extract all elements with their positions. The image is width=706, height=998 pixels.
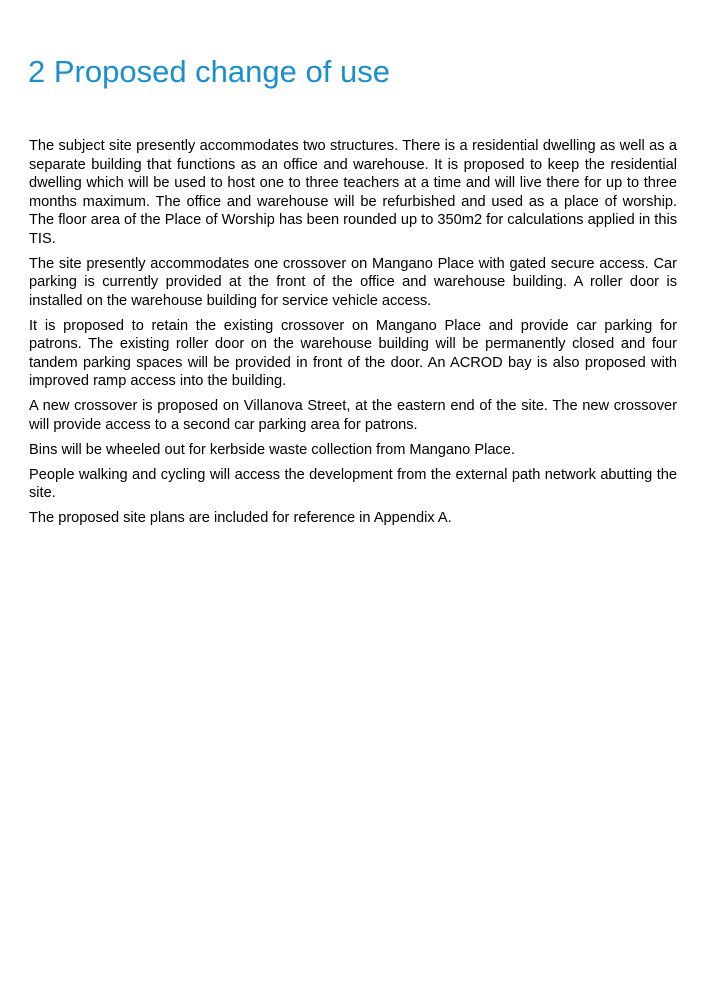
paragraph-new-crossover: A new crossover is proposed on Villanova Street, at the eastern end of the site. The new crossover will provide access to a second car parking area for patrons. xyxy=(29,398,677,433)
paragraph-proposed-parking: It is proposed to retain the existing crossover on Mangano Place and provide car parking for patrons. The existing roller door on the warehouse building will be permanently closed and four tandem parking spaces will be provided in front of the door. An ACROD bay is also proposed with improved ramp access into the building. xyxy=(29,317,677,389)
body-text xyxy=(29,137,677,534)
paragraph-existing-crossover: The site presently accommodates one crossover on Mangano Place with gated secure access. Car parking is currently provided at the front of the office and warehouse building. A roller door is installed on the warehouse building for service vehicle access. xyxy=(29,255,677,309)
section-heading: 2 Proposed change of use xyxy=(28,54,390,89)
paragraph-walking-cycling: People walking and cycling will access the development from the external path network abutting the site. xyxy=(29,466,677,501)
paragraph-subject-site: The subject site presently accommodates two structures. There is a residential dwelling as well as a separate building that functions as an office and warehouse. It is proposed to keep the residential dwelling which will be used to host one to three teachers at a time and will live there for up to three months maximum. The office and warehouse will be refurbished and used as a place of worship. The floor area of the Place of Worship has been rounded up to 350m2 for calculations applied in this TIS. xyxy=(29,138,677,247)
paragraph-waste-collection: Bins will be wheeled out for kerbside waste collection from Mangano Place. xyxy=(29,441,515,458)
paragraph-site-plans: The proposed site plans are included for reference in Appendix A. xyxy=(29,510,452,526)
